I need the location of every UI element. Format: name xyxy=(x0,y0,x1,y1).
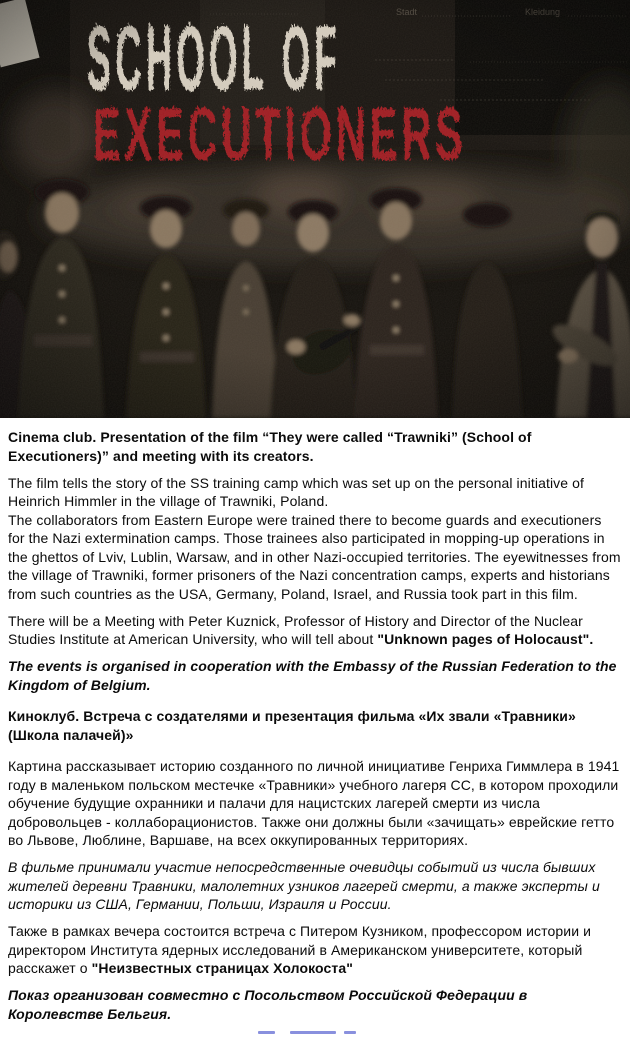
en-film-sentence-2: The collaborators from Eastern Europe were trained there to become guards and executioners for the Nazi extermination camps. Those trainees also participated in mopping-up operations in the ghettos of Lviv, Lublin, Warsaw, and in other Nazi-occupied territories. The eyewitnesses from the village of Trawniki, former prisoners of the Nazi concentration camps, experts and historians from such countries as the USA, Germany, Poland, Israel, and Russia took part in this film. xyxy=(8,511,621,602)
en-film-sentence-1: The film tells the story of the SS training camp which was set up on the personal initiative of Heinrich Himmler in the village of Trawniki, Poland. xyxy=(8,474,585,509)
en-meeting-text: There will be a Meeting with Peter Kuznick, Professor of History and Director of the Nuclear Studies Institute at American University, who will tell about xyxy=(8,612,583,647)
ru-paragraph-meeting xyxy=(8,922,622,978)
en-paragraph-embassy: The events is organised in cooperation with the Embassy of the Russian Federation to the Kingdom of Belgium. xyxy=(8,658,617,693)
announcement-text xyxy=(0,418,630,1038)
ru-heading: Киноклуб. Встреча с создателями и презентация фильма «Их звали «Травники» (Школа палачей)» xyxy=(8,708,576,743)
cropped-link[interactable] xyxy=(8,1030,622,1038)
cropped-link-fragment xyxy=(258,1031,275,1034)
en-paragraph-film-description xyxy=(8,474,622,604)
en-meeting-highlight: "Unknown pages of Holocaust". xyxy=(377,631,594,647)
cropped-link-fragment xyxy=(344,1031,356,1034)
en-paragraph-meeting xyxy=(8,612,622,649)
ru-meeting-highlight: "Неизвестных страницах Холокоста" xyxy=(91,960,353,976)
ru-meeting-text: Также в рамках вечера состоится встреча с Питером Кузником, профессором истории и директором Института ядерных исследований в Американском университете, который расскажет о xyxy=(8,923,592,976)
ru-paragraph-embassy: Показ организован совместно с Посольством Российской Федерации в Королевстве Бельгия. xyxy=(8,987,528,1022)
ru-paragraph-film-description: Картина рассказывает историю созданного по личной инициативе Генриха Гиммлера в 1941 году в маленьком польском местечке «Травники» учебного лагеря СС, в котором проходили обучение будущие охранники и палачи для нацистских лагерей смерти из числа добровольцев - коллаборационистов. Также они должны были «зачищать» еврейские гетто во Львове, Люблине, Варшаве, на всех оккупированных территориях. xyxy=(8,758,620,848)
ru-paragraph-witnesses: В фильме принимали участие непосредственные очевидцы событий из числа бывших жителей деревни Травники, малолетних узников лагерей смерти, а также эксперты и историки из США, Германии, Польши, Израиля и России. xyxy=(8,859,600,912)
poster-graphic xyxy=(0,0,630,418)
en-heading: Cinema club. Presentation of the film “They were called “Trawniki” (School of Executioners)” and meeting with its creators. xyxy=(8,429,532,464)
film-grain xyxy=(0,0,630,418)
film-poster-image xyxy=(0,0,630,418)
cropped-link-fragment xyxy=(290,1031,336,1034)
